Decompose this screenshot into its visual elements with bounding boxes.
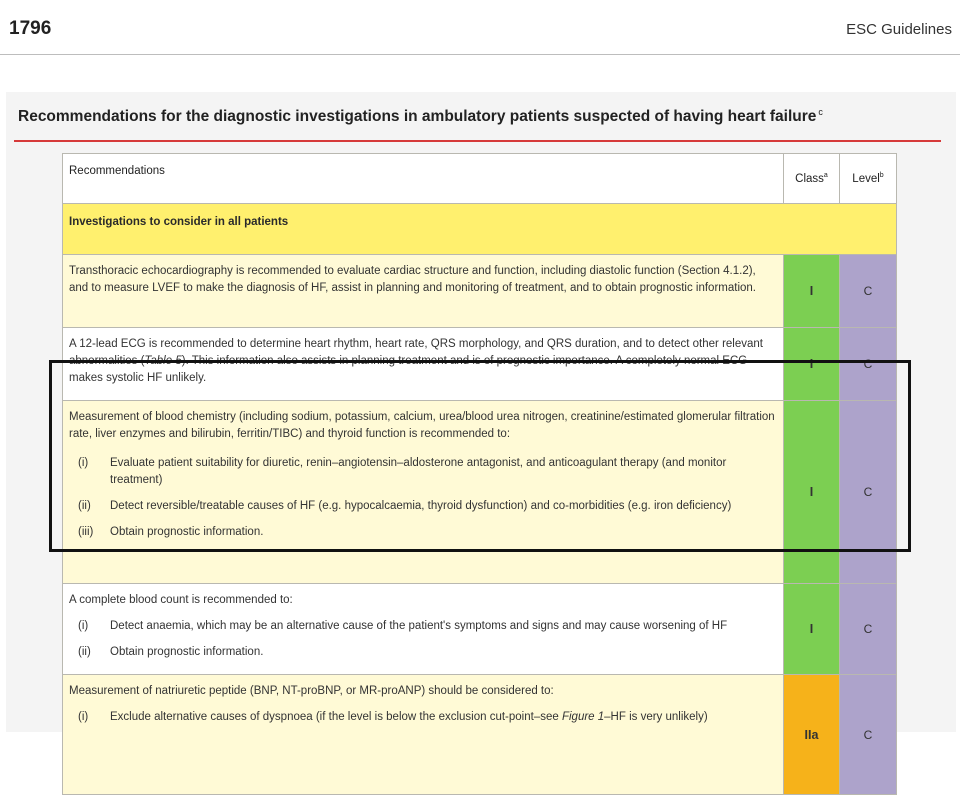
table-header-row — [63, 154, 897, 204]
box-title-footnote: c — [818, 107, 823, 117]
table-row — [63, 255, 897, 328]
item-number: (i) — [78, 711, 89, 723]
level-cell: C — [840, 401, 897, 584]
title-rule-top — [14, 140, 941, 142]
item-number: (i) — [78, 620, 89, 632]
recommendation-intro: Measurement of natriuretic peptide (BNP, NT-proBNP, or MR-proANP) should be considered to: — [69, 685, 554, 697]
header-divider — [0, 54, 960, 55]
section-heading: Investigations to consider in all patients — [63, 204, 897, 255]
text-part: –HF is very unlikely) — [604, 711, 708, 723]
item-number: (i) — [78, 457, 89, 469]
box-title-text: Recommendations for the diagnostic investigations in ambulatory patients suspected of having heart failure — [18, 108, 817, 126]
level-cell: C — [840, 255, 897, 328]
list-item — [69, 709, 777, 726]
item-text: Detect anaemia, which may be an alternative cause of the patient's symptoms and signs and may cause worsening of HF — [110, 620, 728, 632]
table-row — [63, 584, 897, 675]
header-class-label: Class — [795, 172, 824, 185]
item-text — [110, 709, 777, 726]
class-cell: I — [784, 584, 840, 675]
item-text: Evaluate patient suitability for diuretic, renin–angiotensin–aldosterone antagonist, and anticoagulant therapy (and monitor treatment) — [110, 457, 727, 486]
list-item — [69, 644, 777, 661]
level-cell: C — [840, 328, 897, 401]
class-cell: I — [784, 255, 840, 328]
table-row — [63, 675, 897, 795]
item-text: Detect reversible/treatable causes of HF (e.g. hypocalcaemia, thyroid dysfunction) and co-morbidities (e.g. iron deficiency) — [110, 500, 732, 512]
item-number: (iii) — [78, 526, 94, 538]
class-cell: I — [784, 328, 840, 401]
recommendation-text — [63, 675, 784, 795]
header-recommendations: Recommendations — [63, 154, 784, 204]
header-level-label: Level — [852, 172, 880, 185]
recommendation-intro: Measurement of blood chemistry (including sodium, potassium, calcium, urea/blood urea nitrogen, creatinine/estimated glomerular filtration rate, liver enzymes and bilirubin, ferritin/TIBC) and thyroid function is recommended to: — [69, 411, 775, 440]
header-class — [784, 154, 840, 204]
recommendation-text: Transthoracic echocardiography is recommended to evaluate cardiac structure and function, including diastolic function (Section 4.1.2), and to measure LVEF to make the diagnosis of HF, assist in planning and monitoring of treatment, and to obtain prognostic information. — [63, 255, 784, 328]
recommendation-text — [63, 584, 784, 675]
section-row — [63, 204, 897, 255]
item-text: Obtain prognostic information. — [110, 526, 264, 538]
header-level-footnote: b — [879, 172, 884, 180]
text-part: ). This information also assists in planning treatment and is of prognostic importance. A completely normal ECG makes systolic HF unlikely. — [69, 355, 748, 384]
item-number: (ii) — [78, 646, 91, 658]
text-part: Exclude alternative causes of dyspnoea (if the level is below the exclusion cut-point–see — [110, 711, 562, 723]
journal-name: ESC Guidelines — [846, 21, 952, 38]
class-cell: IIa — [784, 675, 840, 795]
table-reference: Table 5 — [144, 355, 182, 367]
item-number: (ii) — [78, 500, 91, 512]
figure-reference: Figure 1 — [561, 711, 605, 723]
class-cell: I — [784, 401, 840, 584]
item-text: Obtain prognostic information. — [110, 646, 264, 658]
text-part: A 12-lead ECG is recommended to determine heart rhythm, heart rate, QRS morphology, and QRS duration, and to detect other relevant abnormalities ( — [69, 338, 763, 367]
list-item — [69, 618, 777, 635]
page-number: 1796 — [9, 18, 52, 39]
level-cell: C — [840, 584, 897, 675]
highlight-frame — [49, 360, 911, 552]
header-class-footnote: a — [823, 172, 828, 180]
level-cell: C — [840, 675, 897, 795]
recommendation-intro: A complete blood count is recommended to: — [69, 594, 293, 606]
box-title — [18, 107, 823, 126]
header-level — [840, 154, 897, 204]
